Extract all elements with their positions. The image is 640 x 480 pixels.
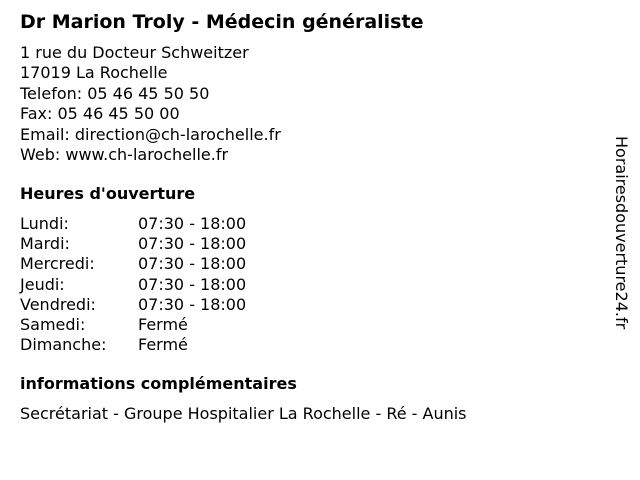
hours-row-wednesday	[20, 254, 246, 274]
day-hours: 07:30 - 18:00	[138, 234, 247, 254]
hours-row-saturday	[20, 315, 246, 335]
day-hours: 07:30 - 18:00	[138, 274, 247, 294]
day-label: Lundi:	[20, 214, 69, 233]
phone-number: Telefon: 05 46 45 50 50	[20, 83, 210, 103]
day-hours: 07:30 - 18:00	[138, 254, 247, 274]
day-label: Mercredi:	[20, 254, 95, 274]
additional-info-heading: informations complémentaires	[20, 374, 297, 393]
day-label: Jeudi:	[20, 274, 65, 294]
day-hours: Fermé	[138, 335, 188, 355]
day-hours: 07:30 - 18:00	[138, 214, 247, 233]
address-line-1: 1 rue du Docteur Schweitzer	[20, 43, 249, 62]
day-hours: Fermé	[138, 315, 188, 335]
hours-row-monday	[20, 214, 246, 234]
site-watermark: Horairesdouverture24.fr	[612, 136, 631, 330]
page-title: Dr Marion Troly - Médecin généraliste	[20, 11, 424, 33]
day-label: Samedi:	[20, 315, 86, 335]
hours-row-tuesday	[20, 234, 246, 254]
day-hours: 07:30 - 18:00	[138, 294, 247, 314]
hours-row-sunday	[20, 335, 246, 355]
hours-row-friday	[20, 295, 246, 315]
email-address: Email: direction@ch-larochelle.fr	[20, 124, 281, 144]
opening-hours-table	[20, 214, 246, 355]
opening-hours-heading: Heures d'ouverture	[20, 184, 196, 203]
address-line-2: 17019 La Rochelle	[20, 63, 168, 83]
hours-row-thursday	[20, 275, 246, 295]
fax-number: Fax: 05 46 45 50 00	[20, 104, 180, 124]
website-address: Web: www.ch-larochelle.fr	[20, 145, 229, 165]
additional-info-text: Secrétariat - Groupe Hospitalier La Rochelle - Ré - Aunis	[20, 404, 467, 423]
day-label: Mardi:	[20, 234, 70, 254]
day-label: Vendredi:	[20, 294, 96, 314]
contact-info	[20, 43, 281, 165]
day-label: Dimanche:	[20, 335, 107, 355]
